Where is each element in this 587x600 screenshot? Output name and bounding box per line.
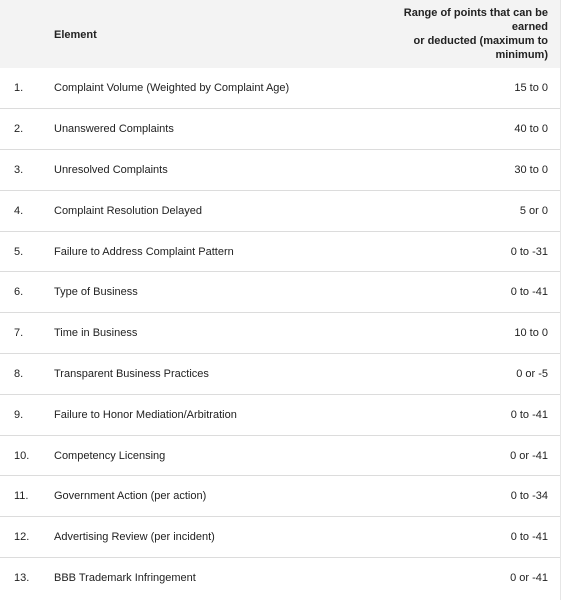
- row-number: 10.: [14, 449, 30, 462]
- table-row: [0, 435, 560, 476]
- row-element: Government Action (per action): [54, 490, 207, 503]
- table-row: [0, 517, 560, 558]
- row-range: 30 to 0: [514, 163, 548, 176]
- row-range: 0 or -5: [516, 367, 548, 380]
- table-row: [0, 476, 560, 517]
- row-range: 0 to -41: [510, 286, 548, 299]
- header-number: [0, 0, 54, 68]
- row-range: 0 or -41: [510, 449, 548, 462]
- table-row: [0, 313, 560, 354]
- table-row: [0, 272, 560, 313]
- row-element: Competency Licensing: [54, 449, 166, 462]
- row-number: 6.: [14, 286, 24, 299]
- row-number: 12.: [14, 531, 30, 544]
- table-header: [0, 0, 560, 68]
- row-element: Time in Business: [54, 327, 138, 340]
- row-number: 8.: [14, 367, 24, 380]
- row-range: 10 to 0: [514, 327, 548, 340]
- header-element: Element: [54, 29, 97, 41]
- row-number: 5.: [14, 245, 24, 258]
- row-number: 11.: [14, 490, 29, 503]
- row-range: 0 to -41: [510, 531, 548, 544]
- table-row: [0, 190, 560, 231]
- row-number: 3.: [14, 163, 24, 176]
- header-range: [370, 0, 560, 68]
- table-row: [0, 394, 560, 435]
- right-edge-divider: [560, 0, 561, 600]
- table-row: [0, 150, 560, 191]
- table-body: [0, 68, 560, 598]
- table-row: [0, 231, 560, 272]
- row-element: Unanswered Complaints: [54, 123, 174, 136]
- row-element: Complaint Resolution Delayed: [54, 204, 202, 217]
- row-range: 0 or -41: [510, 572, 548, 585]
- row-element: Unresolved Complaints: [54, 163, 168, 176]
- row-range: 0 to -41: [510, 408, 548, 421]
- row-element: Complaint Volume (Weighted by Complaint Age): [54, 82, 290, 95]
- row-element: Advertising Review (per incident): [54, 531, 215, 544]
- row-element: Failure to Address Complaint Pattern: [54, 245, 234, 258]
- row-number: 13.: [14, 572, 30, 585]
- row-number: 1.: [14, 82, 24, 95]
- row-element: Transparent Business Practices: [54, 367, 209, 380]
- row-element: Failure to Honor Mediation/Arbitration: [54, 408, 237, 421]
- row-number: 2.: [14, 123, 24, 136]
- row-number: 9.: [14, 408, 24, 421]
- header-range-line1: Range of points that can be earned: [403, 7, 548, 33]
- row-element: BBB Trademark Infringement: [54, 572, 196, 585]
- row-element: Type of Business: [54, 286, 138, 299]
- row-range: 40 to 0: [514, 123, 548, 136]
- row-number: 7.: [14, 327, 24, 340]
- row-range: 0 to -31: [510, 245, 548, 258]
- table-row: [0, 558, 560, 599]
- row-range: 15 to 0: [514, 82, 548, 95]
- table-row: [0, 354, 560, 395]
- row-range: 5 or 0: [519, 204, 548, 217]
- row-number: 4.: [14, 204, 24, 217]
- header-row: [0, 0, 560, 68]
- row-range: 0 to -34: [510, 490, 548, 503]
- table-row: [0, 109, 560, 150]
- header-range-line2: or deducted (maximum to minimum): [413, 35, 548, 61]
- table-row: [0, 68, 560, 109]
